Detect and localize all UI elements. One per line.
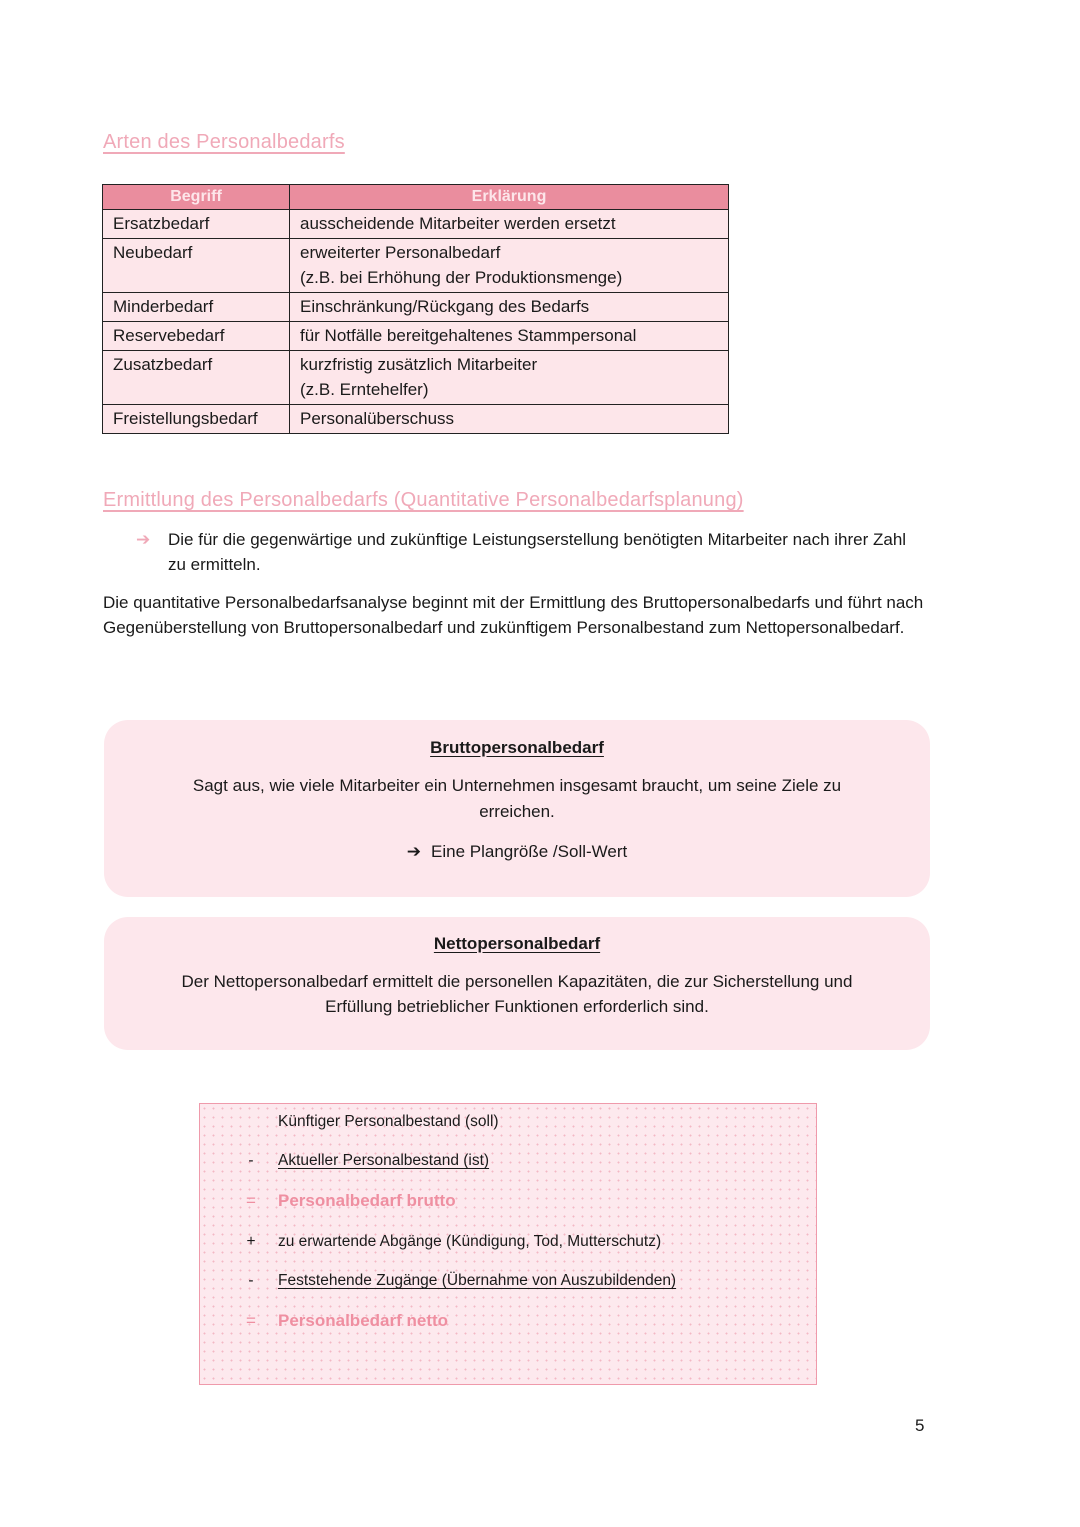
- card-title: Bruttopersonalbedarf: [430, 738, 604, 757]
- table-row: [103, 239, 729, 293]
- calc-label: Feststehende Zugänge (Übernahme von Auszubildenden): [278, 1272, 677, 1289]
- section-title-arten: Arten des Personalbedarfs: [103, 131, 345, 153]
- calc-row: [200, 1233, 816, 1257]
- card-arrow-text: Eine Plangröße /Soll-Wert: [431, 842, 628, 861]
- card-text-line: Erfüllung betrieblicher Funktionen erforderlich sind.: [325, 997, 709, 1016]
- definition-bullet: [136, 527, 916, 577]
- table-cell-term: Zusatzbedarf: [103, 351, 290, 405]
- section-title-ermittlung: Ermittlung des Personalbedarfs (Quantitative Personalbedarfsplanung): [103, 489, 744, 511]
- table-header-row: [103, 185, 729, 210]
- arrow-right-icon: ➔: [136, 530, 151, 549]
- table-row: [103, 322, 729, 351]
- table-cell-term: Ersatzbedarf: [103, 210, 290, 239]
- table-row: [103, 405, 729, 434]
- calc-operator: -: [248, 1272, 254, 1289]
- explanation-line: (z.B. bei Erhöhung der Produktionsmenge): [300, 268, 623, 287]
- card-text-line: Der Nettopersonalbedarf ermittelt die personellen Kapazitäten, die zur Sicherstellung und: [181, 972, 853, 991]
- calc-row: [200, 1191, 816, 1215]
- calc-row: [200, 1272, 816, 1296]
- table-cell-term: Neubedarf: [103, 239, 290, 293]
- calc-result-label: Personalbedarf netto: [278, 1311, 449, 1330]
- table-row: [103, 293, 729, 322]
- table-cell-term: Freistellungsbedarf: [103, 405, 290, 434]
- explanation-line: kurzfristig zusätzlich Mitarbeiter: [300, 355, 538, 374]
- calc-operator: =: [246, 1311, 256, 1330]
- table-cell-term: Reservebedarf: [103, 322, 290, 351]
- table-cell-explanation: [290, 210, 729, 239]
- table-cell-explanation: [290, 239, 729, 293]
- calc-label: Künftiger Personalbestand (soll): [278, 1113, 499, 1130]
- card-text-line: erreichen.: [479, 802, 555, 821]
- table-row: [103, 351, 729, 405]
- table-header-erklaerung: Erklärung: [290, 185, 729, 210]
- personalbedarf-types-table: [102, 184, 729, 434]
- card-bruttopersonalbedarf: [104, 720, 930, 897]
- card-nettopersonalbedarf: [104, 917, 930, 1050]
- table-header-begriff: Begriff: [103, 185, 290, 210]
- calc-operator: +: [246, 1233, 256, 1250]
- table-row: [103, 210, 729, 239]
- calc-operator: -: [248, 1152, 254, 1169]
- card-title: Nettopersonalbedarf: [433, 934, 601, 953]
- page-number: 5: [915, 1416, 925, 1435]
- table-cell-explanation: [290, 405, 729, 434]
- calc-row: [200, 1152, 816, 1176]
- table-cell-term: Minderbedarf: [103, 293, 290, 322]
- calc-row: [200, 1113, 816, 1137]
- explanation-line: ausscheidende Mitarbeiter werden ersetzt: [300, 214, 616, 233]
- calc-row: [200, 1311, 816, 1335]
- card-arrow-note: [104, 839, 930, 865]
- table-cell-explanation: [290, 351, 729, 405]
- calc-result-label: Personalbedarf brutto: [278, 1191, 456, 1210]
- explanation-line: für Notfälle bereitgehaltenes Stammpersonal: [300, 326, 637, 345]
- calculation-box: [199, 1103, 817, 1385]
- definition-text: Die für die gegenwärtige und zukünftige Leistungserstellung benötigten Mitarbeiter nach ihrer Zahl zu ermitteln.: [168, 530, 907, 574]
- explanation-line: (z.B. Erntehelfer): [300, 380, 429, 399]
- explanation-line: Einschränkung/Rückgang des Bedarfs: [300, 297, 590, 316]
- arrow-right-icon: ➔: [406, 842, 422, 861]
- table-cell-explanation: [290, 293, 729, 322]
- explanation-line: erweiterter Personalbedarf: [300, 243, 501, 262]
- card-text: [104, 969, 930, 1019]
- calc-label: Aktueller Personalbestand (ist): [278, 1152, 490, 1169]
- card-text-line: Sagt aus, wie viele Mitarbeiter ein Unternehmen insgesamt braucht, um seine Ziele zu: [192, 776, 842, 795]
- calc-operator: =: [246, 1191, 256, 1210]
- intro-paragraph: Die quantitative Personalbedarfsanalyse beginnt mit der Ermittlung des Bruttopersonalbedarfs und führt nach Gegenüberstellung von Bruttopersonalbedarf und zukünftigem Personalbestand zum Nettopersonalbedarf.: [103, 593, 924, 637]
- table-cell-explanation: [290, 322, 729, 351]
- calc-label: zu erwartende Abgänge (Kündigung, Tod, Mutterschutz): [278, 1233, 662, 1250]
- explanation-line: Personalüberschuss: [300, 409, 455, 428]
- card-text: [104, 773, 930, 825]
